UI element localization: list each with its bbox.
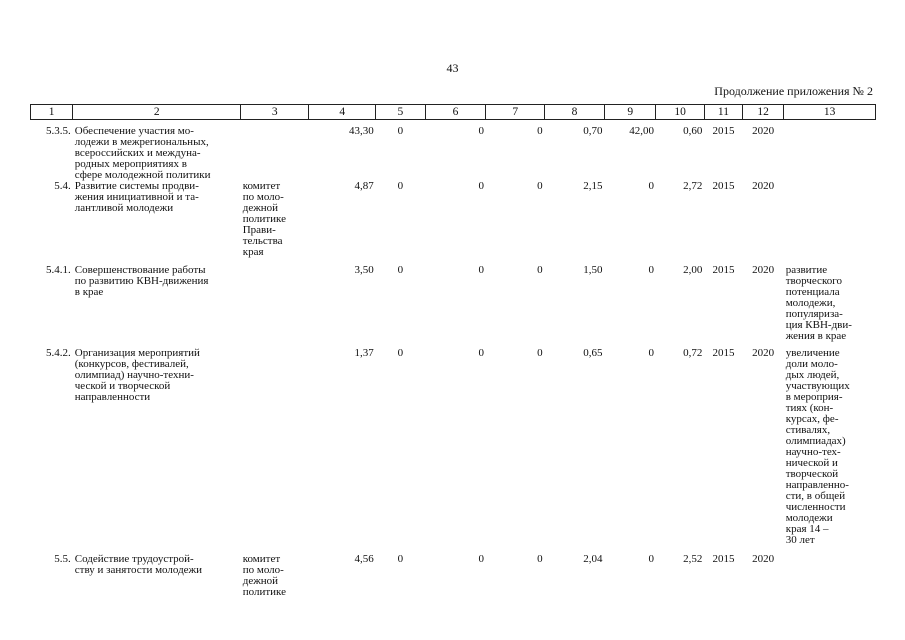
col-3-header: 3 — [241, 105, 309, 120]
row-result: увеличение доли моло- дых людей, участвующих в мероприя- тиях (кон- курсах, фе- стивалях, олимпиадах) научно-тех- нической и творческой направленно- сти, в общей численности молодежи края 14 – 30 лет — [785, 347, 850, 546]
table-row — [31, 265, 876, 348]
col-2-header: 2 — [73, 105, 241, 120]
cell-col-9: 0 — [648, 347, 654, 359]
cell-col-8: 2,15 — [583, 180, 603, 192]
row-code: 5.5. — [54, 553, 71, 565]
cell-col-7: 0 — [537, 553, 543, 565]
cell-col-6: 0 — [478, 180, 484, 192]
row-executor — [241, 120, 309, 182]
col-4-header: 4 — [309, 105, 376, 120]
table-row — [31, 181, 876, 265]
row-executor: комитет по моло- дежной политике Прави- тельства края — [242, 180, 286, 258]
cell-col-12: 2020 — [752, 553, 775, 565]
row-result — [784, 554, 876, 614]
cell-col-12: 2020 — [752, 264, 775, 276]
row-result — [784, 181, 876, 265]
row-code: 5.4.1. — [46, 264, 71, 276]
col-10-header: 10 — [656, 105, 704, 120]
cell-col-4: 3,50 — [354, 264, 374, 276]
row-code: 5.3.5. — [46, 125, 71, 137]
row-executor — [241, 348, 309, 554]
col-13-header: 13 — [784, 105, 876, 120]
row-result — [784, 120, 876, 182]
cell-col-9: 0 — [648, 264, 654, 276]
cell-col-5: 0 — [397, 347, 404, 359]
col-1-header: 1 — [31, 105, 73, 120]
cell-col-11: 2015 — [712, 125, 735, 137]
row-name: Развитие системы продви- жения инициативной и та- лантливой молодежи — [74, 180, 199, 214]
col-9-header: 9 — [604, 105, 656, 120]
col-12-header: 12 — [743, 105, 784, 120]
cell-col-6: 0 — [478, 347, 484, 359]
cell-col-5: 0 — [397, 125, 404, 137]
cell-col-9: 42,00 — [629, 125, 654, 137]
col-8-header: 8 — [545, 105, 605, 120]
cell-col-4: 1,37 — [354, 347, 374, 359]
cell-col-7: 0 — [537, 180, 543, 192]
table-row — [31, 554, 876, 614]
cell-col-7: 0 — [537, 125, 543, 137]
cell-col-6: 0 — [478, 553, 484, 565]
row-code: 5.4. — [54, 180, 71, 192]
row-result: развитие творческого потенциала молодежи, популяриза- ция КВН-дви- жения в крае — [785, 264, 852, 342]
cell-col-11: 2015 — [712, 180, 735, 192]
continuation-label: Продолжение приложения № 2 — [714, 84, 873, 98]
cell-col-5: 0 — [397, 180, 404, 192]
table-row — [31, 120, 876, 182]
cell-col-9: 0 — [648, 553, 654, 565]
cell-col-5: 0 — [397, 553, 404, 565]
cell-col-12: 2020 — [752, 347, 775, 359]
cell-col-11: 2015 — [712, 264, 735, 276]
header-row — [31, 105, 876, 120]
cell-col-8: 0,65 — [583, 347, 603, 359]
cell-col-10: 2,00 — [683, 264, 703, 276]
cell-col-11: 2015 — [712, 347, 735, 359]
col-6-header: 6 — [425, 105, 486, 120]
cell-col-8: 1,50 — [583, 264, 603, 276]
cell-col-10: 0,60 — [683, 125, 703, 137]
row-executor: комитет по моло- дежной политике — [242, 553, 286, 598]
row-name: Обеспечение участия мо- лодежи в межрегиональных, всероссийских и междуна- родных мероприятиях в сфере молодежной политики — [74, 125, 211, 181]
page-number: 43 — [446, 61, 459, 75]
cell-col-8: 2,04 — [583, 553, 603, 565]
cell-col-7: 0 — [537, 264, 543, 276]
cell-col-4: 4,56 — [354, 553, 374, 565]
cell-col-12: 2020 — [752, 180, 775, 192]
cell-col-12: 2020 — [752, 125, 775, 137]
row-name: Содействие трудоустрой- ству и занятости молодежи — [74, 553, 203, 576]
row-code: 5.4.2. — [46, 347, 71, 359]
cell-col-6: 0 — [478, 125, 484, 137]
col-5-header: 5 — [376, 105, 425, 120]
cell-col-4: 43,30 — [348, 125, 374, 137]
cell-col-6: 0 — [478, 264, 484, 276]
cell-col-9: 0 — [648, 180, 654, 192]
cell-col-5: 0 — [397, 264, 404, 276]
cell-col-8: 0,70 — [583, 125, 603, 137]
cell-col-4: 4,87 — [354, 180, 374, 192]
cell-col-11: 2015 — [712, 553, 735, 565]
table-row — [31, 348, 876, 554]
cell-col-10: 0,72 — [683, 347, 703, 359]
row-executor — [241, 265, 309, 348]
row-name: Организация мероприятий (конкурсов, фестивалей, олимпиад) научно-техни- ческой и творческой направленности — [74, 347, 200, 403]
cell-col-10: 2,52 — [683, 553, 703, 565]
appendix-table — [30, 104, 876, 614]
cell-col-10: 2,72 — [683, 180, 703, 192]
cell-col-7: 0 — [537, 347, 543, 359]
row-name: Совершенствование работы по развитию КВН-движения в крае — [74, 264, 209, 298]
col-11-header: 11 — [704, 105, 742, 120]
table-body — [31, 120, 876, 615]
col-7-header: 7 — [486, 105, 545, 120]
